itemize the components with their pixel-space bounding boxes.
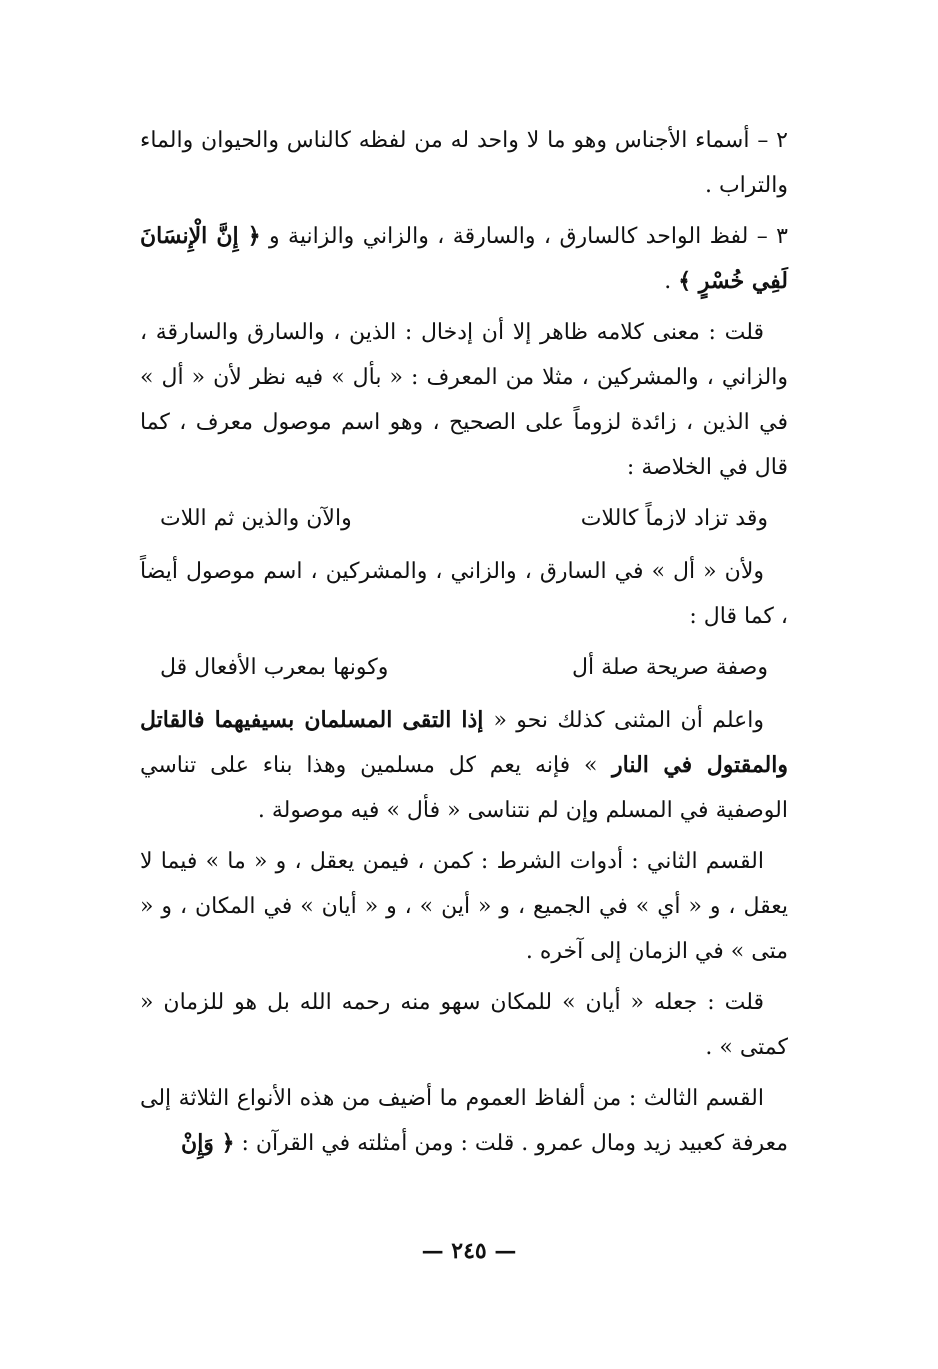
- list-item-3: [140, 214, 788, 304]
- commentary-paragraph-5: قلت : جعله « أيان » للمكان سهو منه رحمه الله بل هو للزمان « كمتى » .: [140, 990, 788, 1060]
- list-item-3-text: ٣ – لفظ الواحد كالسارق ، والسارقة ، والزاني والزانية و: [269, 224, 788, 249]
- list-item-3-end: .: [664, 269, 679, 294]
- verse-1-first-hemistich: وقد تزاد لازماً كاللات: [580, 506, 768, 531]
- quran-verse: ﴿ إِنَّ الْإِنسَانَ لَفِي خُسْرٍ ﴾: [140, 223, 788, 294]
- section-three-paragraph: [140, 1076, 788, 1166]
- paragraph-3-end: » فإنه يعم كل مسلمين وهذا بناء على تناسي الوصفية في المسلم وإن لم نتناسى « فأل » فيه موصولة .: [140, 753, 788, 823]
- page-body: [140, 118, 788, 1172]
- poem-verse-1: [160, 496, 768, 541]
- verse-1-second-hemistich: والآن والذين ثم اللات: [160, 506, 352, 531]
- paragraph-3-start: واعلم أن المثنى كذلك نحو «: [493, 708, 764, 733]
- section-two-paragraph: القسم الثاني : أدوات الشرط : كمن ، فيمن يعقل ، و « ما » فيما لا يعقل ، و « أي » في الجميع ، و « أين » ، و « أيان » في المكان ، و « متى » في الزمان إلى آخره .: [140, 849, 788, 964]
- quran-verse-start: ﴿ وَإِنْ: [181, 1130, 235, 1156]
- list-item-2: ٢ – أسماء الأجناس وهو ما لا واحد له من لفظه كالناس والحيوان والماء والتراب .: [140, 128, 788, 198]
- verse-2-second-hemistich: وكونها بمعرب الأفعال قل: [160, 655, 389, 680]
- commentary-paragraph-2: ولأن « أل » في السارق ، والزاني ، والمشركين ، اسم موصول أيضاً ، كما قال :: [140, 559, 788, 629]
- page-number: — ٢٤٥ —: [421, 1238, 517, 1264]
- verse-2-first-hemistich: وصفة صريحة صلة أل: [571, 655, 768, 680]
- section-three-text: القسم الثالث : من ألفاظ العموم ما أضيف من هذه الأنواع الثلاثة إلى معرفة كعبيد زيد ومال عمرو . قلت : ومن أمثلته في القرآن :: [140, 1086, 788, 1156]
- poem-verse-2: [160, 645, 768, 690]
- hadith-text: إذا التقى المسلمان بسيفيهما فالقاتل والمقتول في النار: [140, 707, 788, 778]
- commentary-paragraph-3: [140, 698, 788, 833]
- commentary-paragraph-1: قلت : معنى كلامه ظاهر إلا أن إدخال : الذين ، والسارق والسارقة ، والزاني ، والمشركين ، مثلا من المعرف : « بأل » فيه نظر لأن « أل » في الذين ، زائدة لزوماً على الصحيح ، وهو اسم موصول معرف ، كما قال في الخلاصة :: [140, 320, 788, 480]
